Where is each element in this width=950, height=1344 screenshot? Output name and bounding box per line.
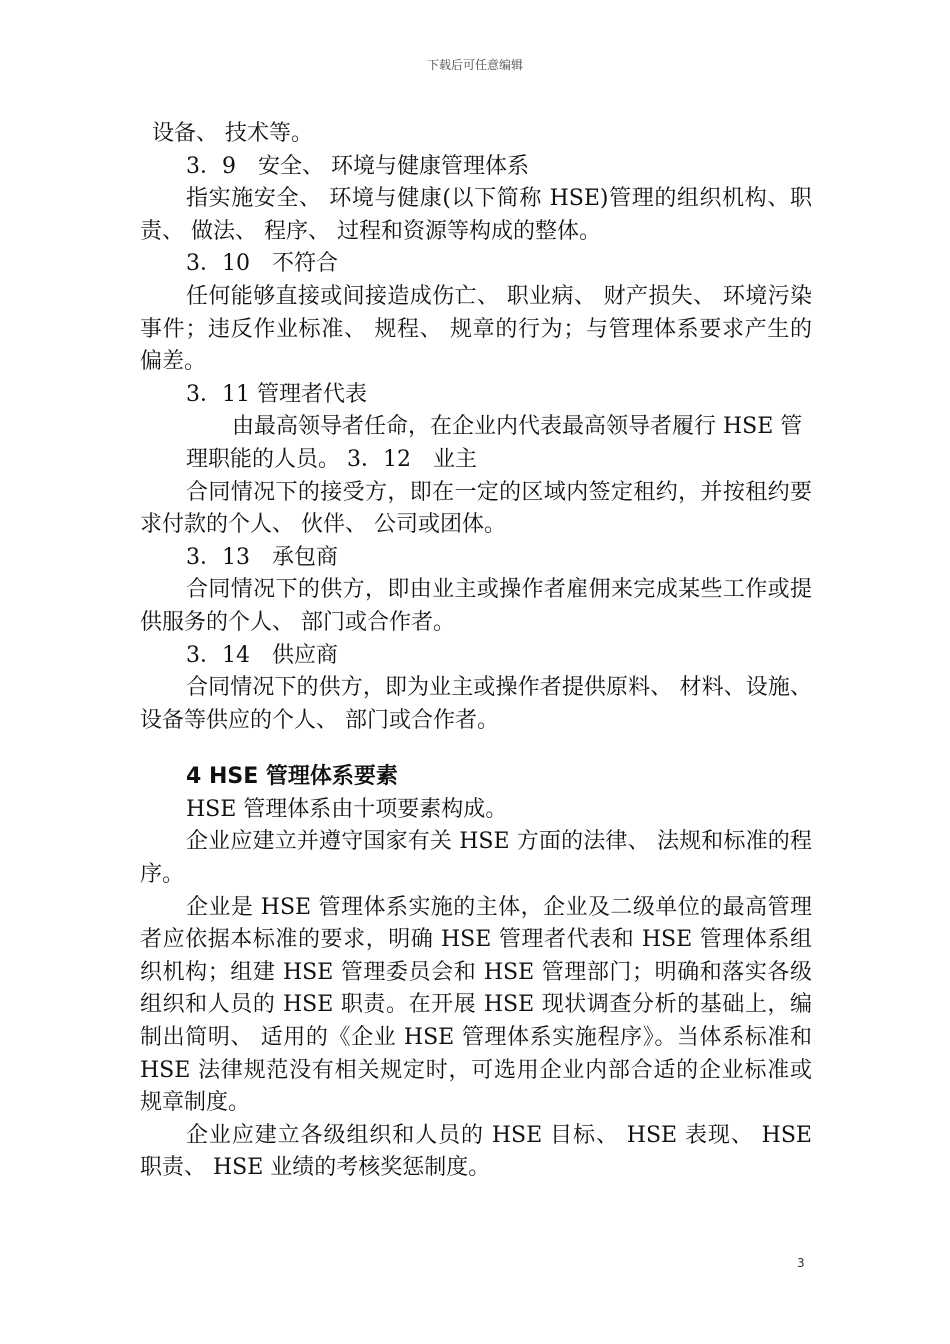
section-title-3-14: 3．14 供应商 [186,642,338,668]
paragraph: 企业应建立并遵守国家有关 HSE 方面的法律、 法规和标准的程序。 [140,829,812,888]
paragraph: 合同情况下的供方，即为业主或操作者提供原料、 材料、设施、 设备等供应的个人、 部门或合作者。 [140,675,812,733]
page-header: 下载后可任意编辑 [426,58,523,72]
paragraph: 合同情况下的供方，即由业主或操作者雇佣来完成某些工作或提供服务的个人、 部门或合作者。 [140,577,812,635]
document-body [140,118,812,1185]
paragraph: 企业是 HSE 管理体系实施的主体，企业及二级单位的最高管理者应依据本标准的要求，明确 HSE 管理者代表和 HSE 管理体系组织机构；组建 HSE 管理委员会和 HSE 管理部门；明确和落实各级组织和人员的 HSE 职责。在开展 HSE 现状调查分析的基础上，编制出简明、 适用的《企业 HSE 管理体系实施程序》。当体系标准和 HSE 法律规范没有相关规定时，可选用企业内部合适的企业标准或规章制度。 [140,894,812,1116]
section-heading-4: 4 HSE 管理体系要素 [186,764,398,790]
paragraph: 理职能的人员。 3．12 业主 [186,446,477,472]
paragraph: 任何能够直接或间接造成伤亡、 职业病、 财产损失、 环境污染事件；违反作业标准、 规程、 规章的行为；与管理体系要求产生的偏差。 [140,283,812,375]
section-title-3-9: 3．9 安全、 环境与健康管理体系 [186,153,529,179]
page-number: 3 [797,1256,805,1270]
section-title-3-11: 3．11 管理者代表 [186,381,367,407]
paragraph: 企业应建立各级组织和人员的 HSE 目标、 HSE 表现、 HSE 职责、 HSE 业绩的考核奖惩制度。 [140,1122,812,1181]
paragraph: 由最高领导者任命，在企业内代表最高领导者履行 HSE 管 [232,414,803,440]
paragraph: 合同情况下的接受方，即在一定的区域内签定租约，并按租约要求付款的个人、 伙伴、 公司或团体。 [140,479,812,538]
paragraph: 设备、 技术等。 [152,121,313,146]
section-title-3-10: 3．10 不符合 [186,251,338,277]
section-title-3-13: 3．13 承包商 [186,544,338,570]
paragraph: HSE 管理体系由十项要素构成。 [186,796,508,822]
paragraph: 指实施安全、 环境与健康(以下简称 HSE)管理的组织机构、职责、 做法、 程序、 过程和资源等构成的整体。 [140,186,812,244]
